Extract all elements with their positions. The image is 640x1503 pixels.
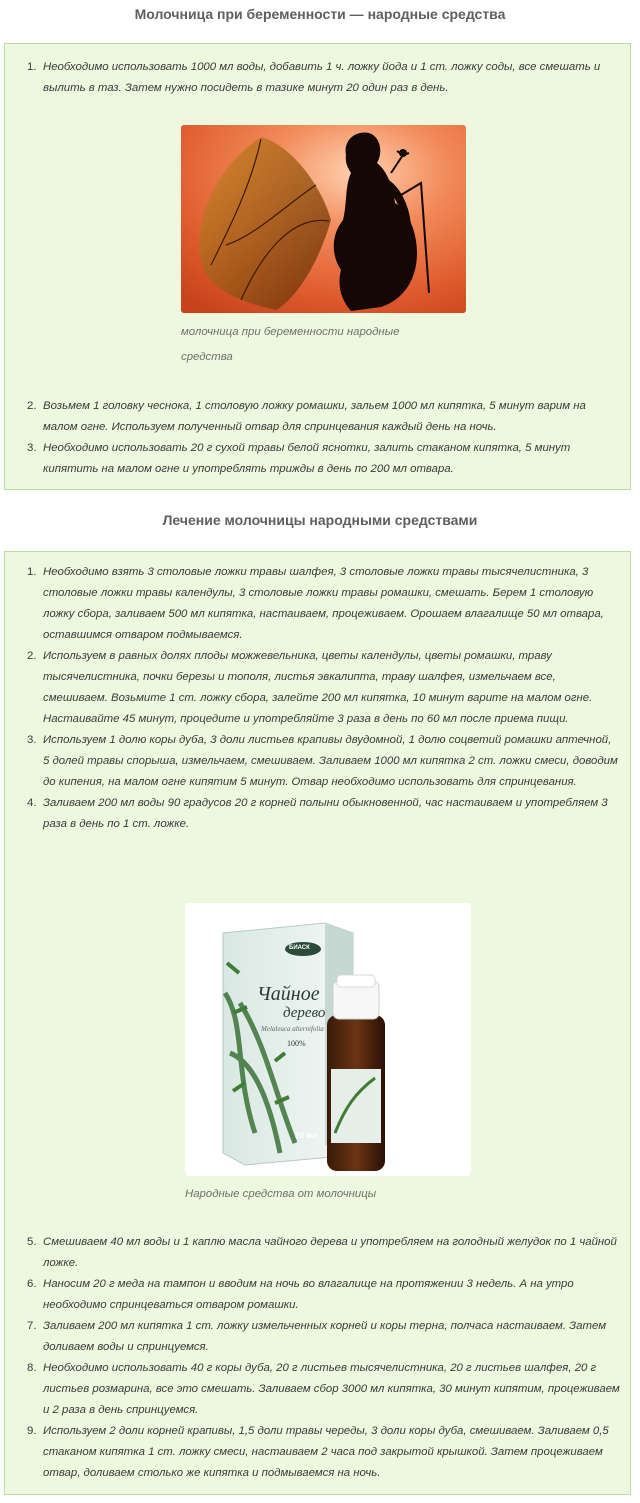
list-item-text: Заливаем 200 мл кипятка 1 ст. ложку измельченных корней и коры терна, полчаса настаиваем. Затем доливаем воды и спринцуемся. <box>43 1320 607 1353</box>
list-item-number: 1. <box>27 61 37 73</box>
list-item <box>5 646 630 730</box>
list-item <box>5 438 630 480</box>
list-item-number: 4. <box>27 797 37 809</box>
list-item-number: 3. <box>27 734 37 746</box>
list-item-text: Используем в равных долях плоды можжевельника, цветы календулы, цветы ромашки, траву тысячелистника, почки березы и тополя, листья эвкалипта, траву шалфея, измельчаем все, смешиваем. Возьмите 1 ст. ложку сбора, залейте 200 мл кипятка, 10 минут варите на малом огне. Настаивайте 45 минут, процедите и употребляйте 3 раза в день по 60 мл после приема пищи. <box>43 650 593 725</box>
list-item <box>5 562 630 646</box>
section2-title: Лечение молочницы народными средствами <box>162 512 478 528</box>
list-item-text: Заливаем 200 мл воды 90 градусов 20 г корней полыни обыкновенной, час настаиваем и употребляем 3 раза в день по 1 ст. ложке. <box>43 797 608 830</box>
section2-list-b <box>5 1232 630 1484</box>
product-name-bottom: дерево <box>283 1005 326 1021</box>
list-item-number: 3. <box>27 442 37 454</box>
list-item-number: 2. <box>27 650 37 662</box>
list-item <box>5 793 630 835</box>
list-item <box>5 1316 630 1358</box>
product-volume: 10 мл <box>295 1131 318 1140</box>
product-percent: 100% <box>287 1039 306 1048</box>
image-caption: Народные средства от молочницы <box>185 1188 377 1200</box>
tea-tree-oil-image <box>185 903 471 1176</box>
list-item <box>5 396 630 438</box>
list-item <box>5 730 630 793</box>
list-item-text: Необходимо использовать 40 г коры дуба, 20 г листьев тысячелистника, 20 г листьев шалфея, 20 г листьев розмарина, все это смешать. Заливаем сбор 3000 мл кипятка, 30 минут кипятим, процеживаем и 2 раза в день спринцуемся. <box>43 1362 620 1416</box>
list-item-text: Возьмем 1 головку чеснока, 1 столовую ложку ромашки, зальем 1000 мл кипятка, 5 минут варим на малом огне. Используем полученный отвар для спринцевания каждый день на ночь. <box>43 400 586 433</box>
list-item <box>5 1274 630 1316</box>
list-item-number: 9. <box>27 1425 37 1437</box>
list-item-number: 6. <box>27 1278 37 1290</box>
product-latin: Melaleuca alternifolia <box>261 1025 324 1033</box>
list-item-text: Смешиваем 40 мл воды и 1 каплю масла чайного дерева и употребляем на голодный желудок по 1 чайной ложке. <box>43 1236 617 1269</box>
section2-list-a <box>5 562 630 835</box>
list-item-number: 7. <box>27 1320 37 1332</box>
list-item <box>5 1421 630 1484</box>
product-name-top: Чайное <box>257 983 320 1005</box>
section1-list-b <box>5 396 630 480</box>
section1-box <box>4 43 631 490</box>
list-item-text: Используем 1 долю коры дуба, 3 доли листьев крапивы двудомной, 1 долю соцветий ромашки аптечной, 5 долей травы спорыша, измельчаем, смешиваем. Заливаем 1000 мл кипятка 2 ст. ложки смеси, доводим до кипения, на малом огне кипятим 5 минут. Отвар необходимо использовать для спринцевания. <box>43 734 618 788</box>
list-item-text: Необходимо взять 3 столовые ложки травы шалфея, 3 столовые ложки травы тысячелистника, 3 столовые ложки травы календулы, 3 столовые ложки травы ромашки, смешать. Берем 1 столовую ложку сбора, заливаем 500 мл кипятка, настаиваем, процеживаем. Орошаем влагалище 50 мл отвара, оставшимся отваром подмываемся. <box>43 566 604 641</box>
list-item <box>5 57 630 99</box>
list-item-number: 8. <box>27 1362 37 1374</box>
section1-title: Молочница при беременности — народные средства <box>134 6 506 22</box>
pregnant-silhouette-image <box>181 125 466 313</box>
list-item-number: 1. <box>27 566 37 578</box>
list-item-number: 2. <box>27 400 37 412</box>
list-item <box>5 1358 630 1421</box>
section1-list-a <box>5 57 630 99</box>
list-item-number: 5. <box>27 1236 37 1248</box>
image-caption: молочница при беременности народные средства <box>181 326 400 363</box>
list-item-text: Наносим 20 г меда на тампон и вводим на ночь во влагалище на протяжении 3 недель. А на утро необходимо спринцеваться отваром ромашки. <box>43 1278 574 1311</box>
list-item-text: Необходимо использовать 1000 мл воды, добавить 1 ч. ложку йода и 1 ст. ложку соды, все смешать и вылить в таз. Затем нужно посидеть в тазике минут 20 один раз в день. <box>43 61 601 94</box>
section2-box <box>4 551 631 1495</box>
list-item-text: Необходимо использовать 20 г сухой травы белой яснотки, залить стаканом кипятка, 5 минут кипятить на малом огне и употреблять трижды в день по 200 мл отвара. <box>43 442 571 475</box>
list-item <box>5 1232 630 1274</box>
list-item-text: Используем 2 доли корней крапивы, 1,5 доли травы череды, 3 доли коры дуба, смешиваем. Заливаем 0,5 стаканом кипятка 1 ст. ложку смеси, настаиваем 2 часа под закрытой крышкой. Затем процеживаем отвар, доливаем столько же кипятка и подмываемся на ночь. <box>43 1425 609 1479</box>
brand-label: БИАСК <box>289 945 310 951</box>
